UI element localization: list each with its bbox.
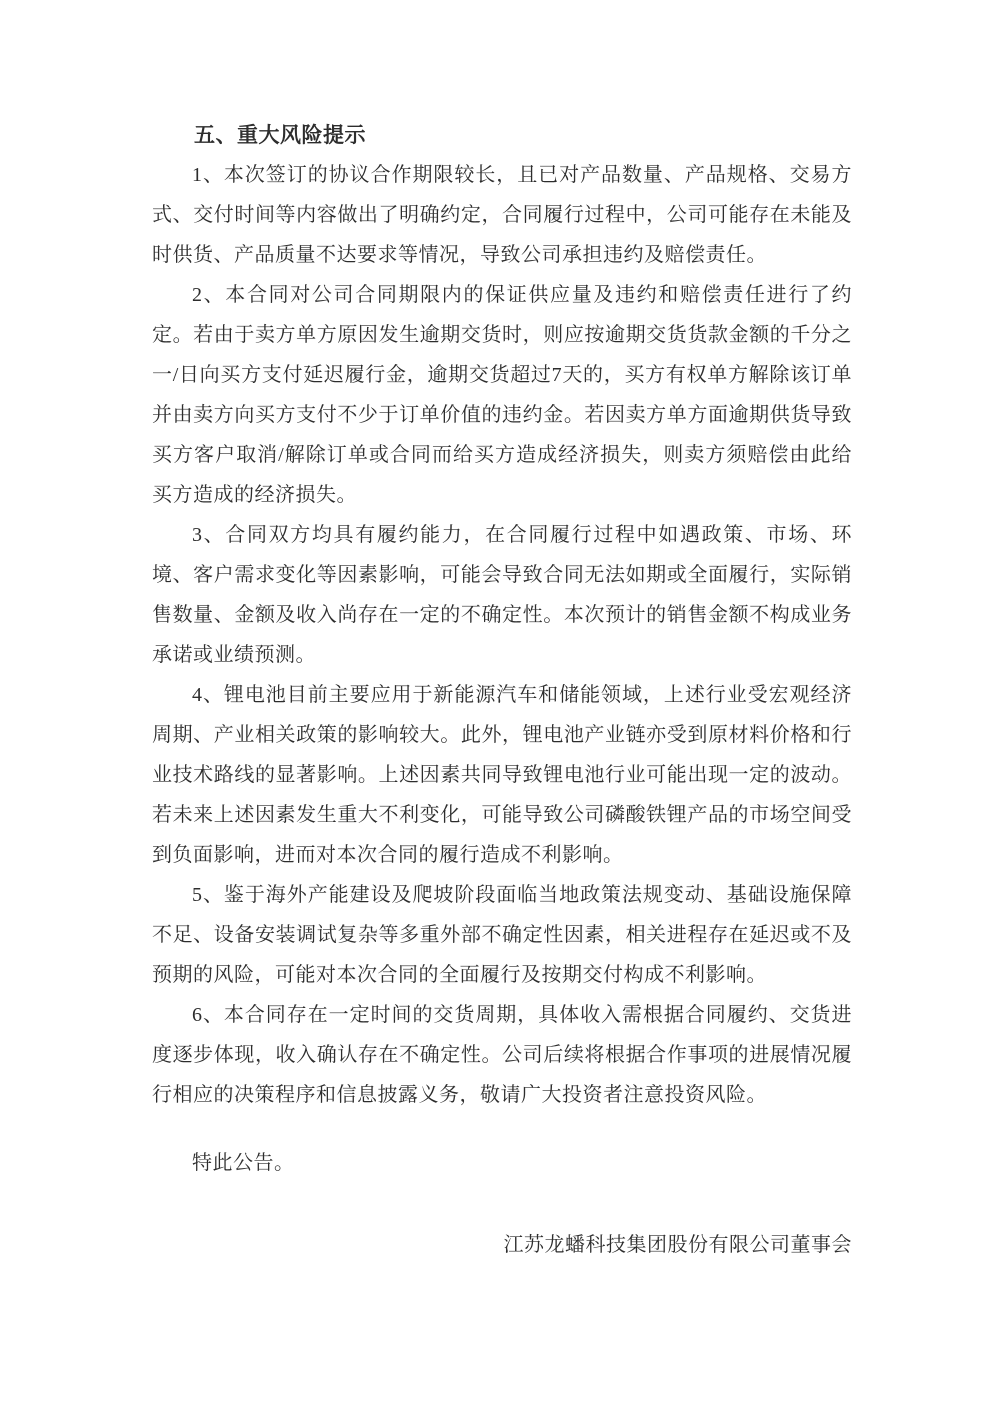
risk-paragraph-5: 5、鉴于海外产能建设及爬坡阶段面临当地政策法规变动、基础设施保障不足、设备安装调试复杂等多重外部不确定性因素，相关进程存在延迟或不及预期的风险，可能对本次合同的全面履行及按期交付构成不利影响。 xyxy=(152,884,852,986)
risk-paragraph-4: 4、锂电池目前主要应用于新能源汽车和储能领域，上述行业受宏观经济周期、产业相关政策的影响较大。此外，锂电池产业链亦受到原材料价格和行业技术路线的显著影响。上述因素共同导致锂电池行业可能出现一定的波动。若未来上述因素发生重大不利变化，可能导致公司磷酸铁锂产品的市场空间受到负面影响，进而对本次合同的履行造成不利影响。 xyxy=(152,684,852,866)
document-content xyxy=(152,115,852,1265)
risk-paragraph-3: 3、合同双方均具有履约能力，在合同履行过程中如遇政策、市场、环境、客户需求变化等因素影响，可能会导致合同无法如期或全面履行，实际销售数量、金额及收入尚存在一定的不确定性。本次预计的销售金额不构成业务承诺或业绩预测。 xyxy=(152,524,852,666)
closing-statement: 特此公告。 xyxy=(192,1152,295,1174)
board-signature: 江苏龙蟠科技集团股份有限公司董事会 xyxy=(503,1234,852,1256)
risk-paragraph-6: 6、本合同存在一定时间的交货周期，具体收入需根据合同履约、交货进度逐步体现，收入确认存在不确定性。公司后续将根据合作事项的进展情况履行相应的决策程序和信息披露义务，敬请广大投资者注意投资风险。 xyxy=(152,1004,852,1106)
risk-paragraph-2: 2、本合同对公司合同期限内的保证供应量及违约和赔偿责任进行了约定。若由于卖方单方原因发生逾期交货时，则应按逾期交货货款金额的千分之一/日向买方支付延迟履行金，逾期交货超过7天的，买方有权单方解除该订单并由卖方向买方支付不少于订单价值的违约金。若因卖方单方面逾期供货导致买方客户取消/解除订单或合同而给买方造成经济损失，则卖方须赔偿由此给买方造成的经济损失。 xyxy=(152,284,852,506)
risk-paragraph-1: 1、本次签订的协议合作期限较长，且已对产品数量、产品规格、交易方式、交付时间等内容做出了明确约定，合同履行过程中，公司可能存在未能及时供货、产品质量不达要求等情况，导致公司承担违约及赔偿责任。 xyxy=(152,164,852,266)
section-heading: 五、重大风险提示 xyxy=(194,123,366,147)
